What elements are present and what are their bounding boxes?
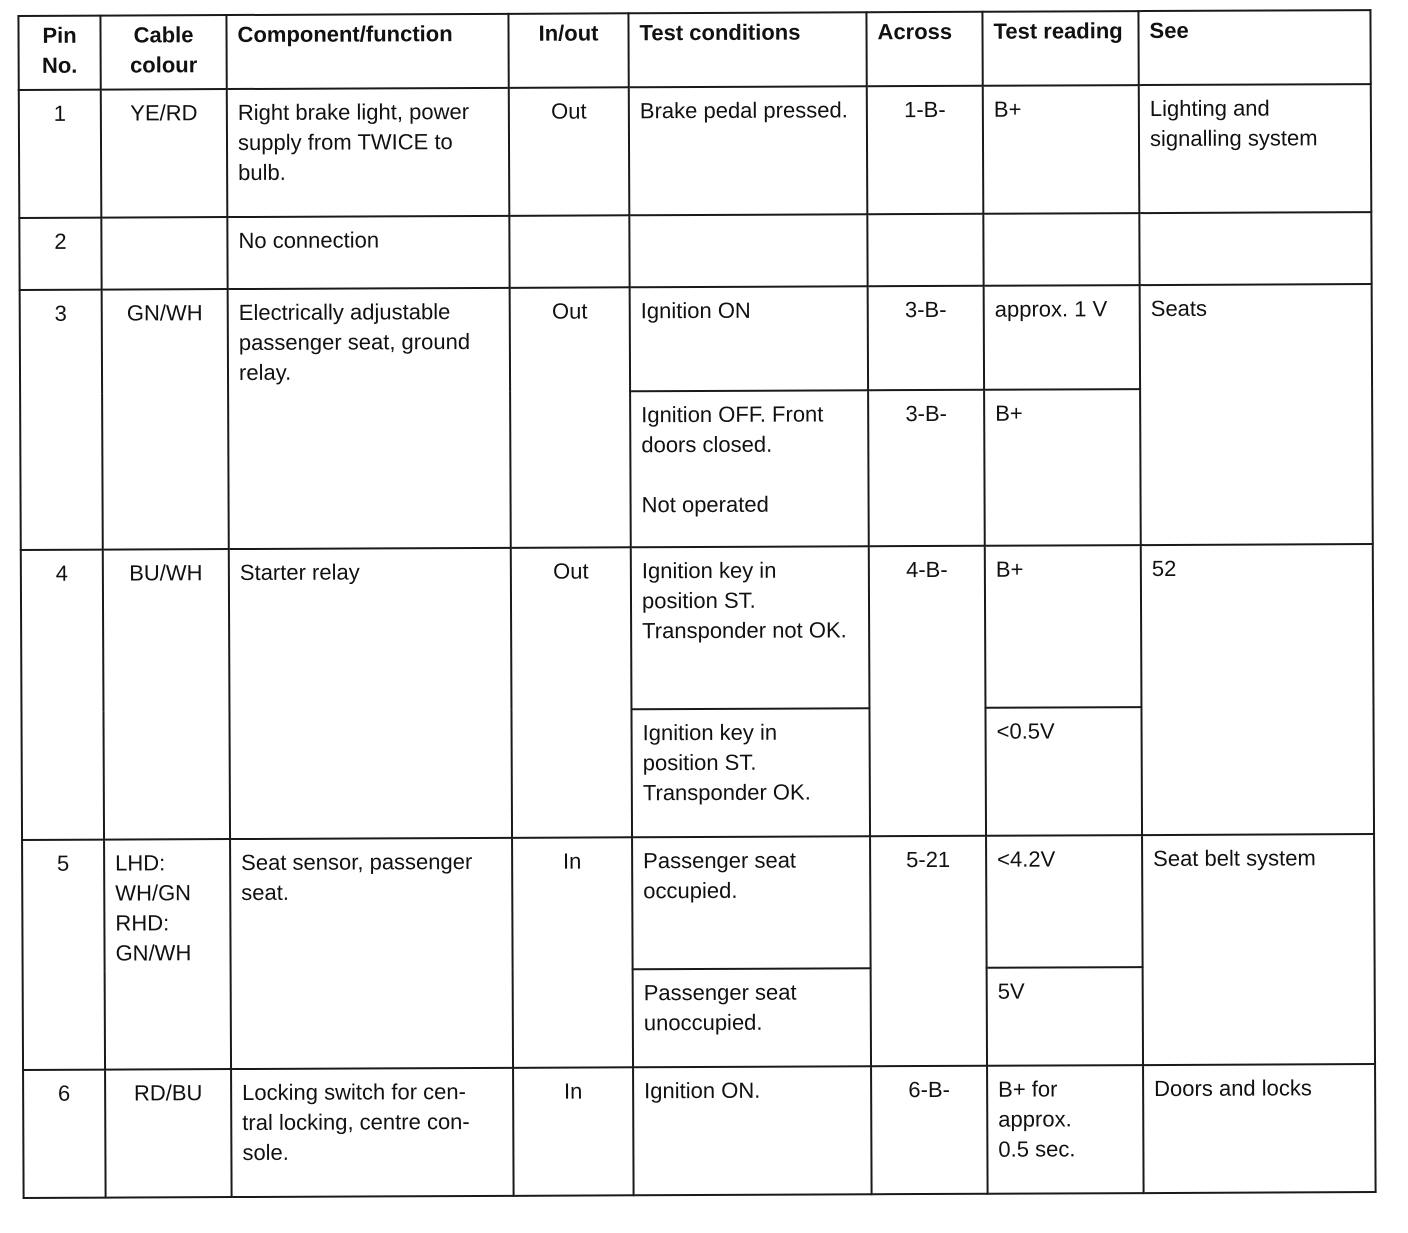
header-conditions: Test conditions <box>628 12 866 87</box>
pin-cell: 5 <box>22 840 105 1070</box>
colour-cell: BU/WH <box>103 549 230 840</box>
header-pin: Pin No. <box>18 16 100 90</box>
inout-cell <box>509 215 629 288</box>
header-reading: Test reading <box>982 11 1138 86</box>
colour-cell: GN/WH <box>102 289 229 550</box>
see-cell: Seat belt system <box>1142 834 1375 1065</box>
reading-cell: B+ for approx. 0.5 sec. <box>987 1065 1144 1194</box>
component-cell: Electrically adjustable passenger seat, ground relay. <box>228 288 511 549</box>
reading-cell: B+ <box>983 85 1140 214</box>
table-row <box>21 544 1374 712</box>
across-cell: 4-B- <box>869 546 986 837</box>
condition-cell: Passenger seat unoccupied. <box>633 968 871 1067</box>
table-row <box>23 1064 1376 1198</box>
see-cell: Doors and locks <box>1143 1064 1376 1193</box>
colour-cell <box>101 217 227 290</box>
condition-cell: Ignition key in position ST. Transponder OK. <box>631 708 870 837</box>
colour-cell: YE/RD <box>101 89 228 218</box>
across-cell: 1-B- <box>867 86 984 215</box>
pin-cell: 4 <box>21 550 104 840</box>
reading-cell: B+ <box>985 545 1142 708</box>
inout-cell: Out <box>510 287 631 548</box>
colour-cell: LHD: WH/GN RHD: GN/WH <box>104 839 231 1070</box>
table-row <box>22 834 1375 972</box>
header-colour: Cable colour <box>100 15 226 90</box>
table-row <box>19 84 1372 218</box>
see-cell: Lighting and signalling system <box>1139 84 1372 213</box>
condition-cell: Ignition ON. <box>633 1066 872 1195</box>
table-row <box>19 212 1371 290</box>
header-across: Across <box>866 12 982 87</box>
condition-cell: Passenger seat occupied. <box>632 836 871 969</box>
header-component: Component/function <box>226 14 508 89</box>
reading-cell <box>983 213 1139 286</box>
reading-cell: B+ <box>984 389 1141 546</box>
reading-cell: <0.5V <box>985 707 1142 836</box>
pin-cell: 1 <box>19 90 102 218</box>
component-cell: No connection <box>227 216 509 289</box>
reading-cell: <4.2V <box>986 835 1143 968</box>
inout-cell: In <box>512 837 633 1068</box>
condition-cell: Brake pedal pressed. <box>629 86 868 215</box>
see-cell <box>1139 212 1371 285</box>
across-cell: 3-B- <box>868 286 984 391</box>
header-row <box>18 10 1370 90</box>
reading-cell: approx. 1 V <box>984 285 1140 390</box>
header-inout: In/out <box>508 13 628 88</box>
inout-cell: Out <box>511 547 632 838</box>
component-cell: Right brake light, power supply from TWICE to bulb. <box>227 88 510 217</box>
inout-cell: Out <box>509 87 630 216</box>
pin-cell: 2 <box>19 218 101 290</box>
pin-cell: 3 <box>20 290 103 550</box>
condition-cell: Ignition key in position ST. Transponder not OK. <box>631 546 870 709</box>
see-cell: Seats <box>1140 284 1373 545</box>
across-cell: 6-B- <box>871 1066 988 1195</box>
pin-cell: 6 <box>23 1070 106 1198</box>
component-cell: Seat sensor, passenger seat. <box>230 838 513 1069</box>
table-row <box>20 284 1372 394</box>
across-cell <box>867 214 983 287</box>
component-cell: Locking switch for cen- tral locking, centre con- sole. <box>231 1068 514 1197</box>
see-cell: 52 <box>1141 544 1374 835</box>
pin-table <box>17 9 1376 1199</box>
inout-cell: In <box>513 1067 634 1196</box>
condition-cell <box>629 214 867 287</box>
condition-cell: Ignition ON <box>630 286 868 391</box>
across-cell: 3-B- <box>868 390 985 547</box>
across-cell: 5-21 <box>870 836 987 1067</box>
colour-cell: RD/BU <box>105 1069 232 1198</box>
component-cell: Starter relay <box>229 548 512 839</box>
header-see: See <box>1138 10 1370 85</box>
reading-cell: 5V <box>987 967 1143 1066</box>
condition-cell: Ignition OFF. Front doors closed. Not operated <box>630 390 869 547</box>
